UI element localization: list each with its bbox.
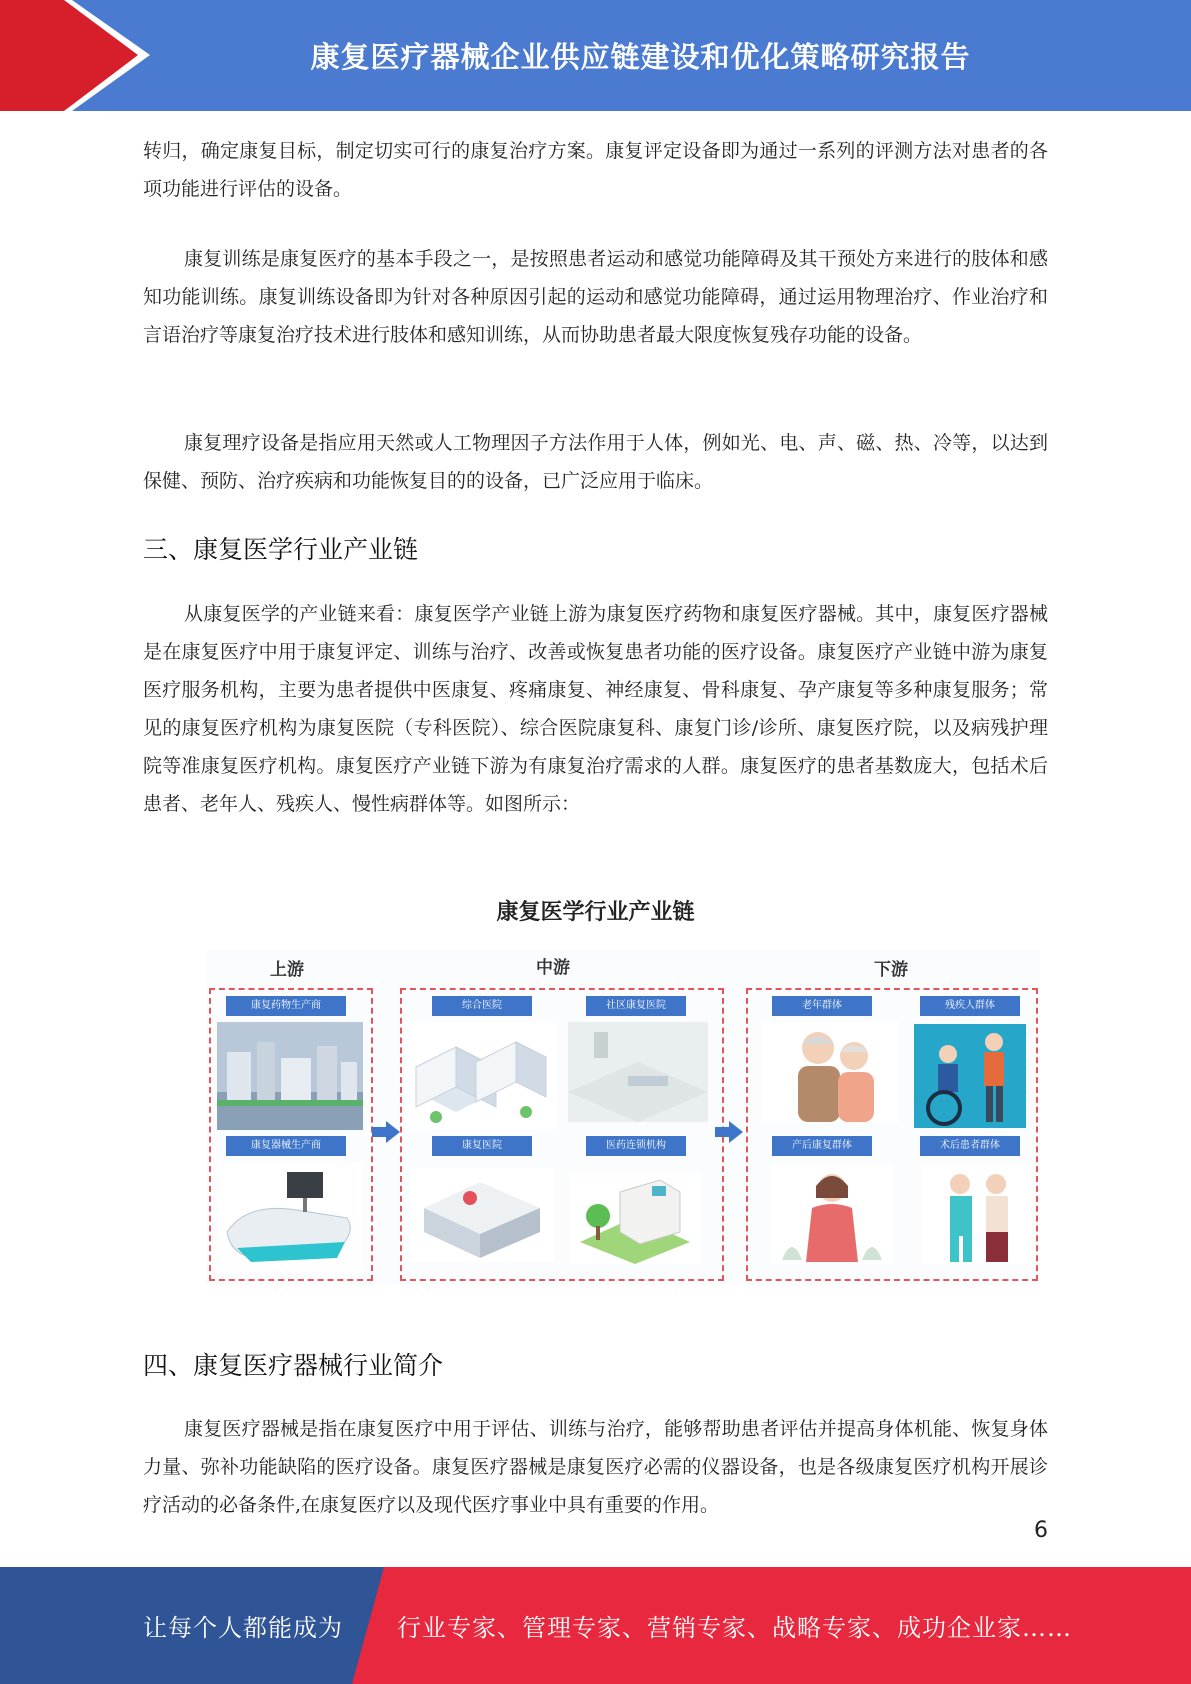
pharma-factory-image: [217, 1022, 363, 1130]
paragraph-rehab-training: 康复训练是康复医疗的基本手段之一，是按照患者运动和感觉功能障碍及其干预处方来进行的肢体和感知功能训练。康复训练设备即为针对各种原因引起的运动和感觉功能障碍，通过运用物理治疗、作业治疗和言语治疗等康复治疗技术进行肢体和感知训练，从而协助患者最大限度恢复残存功能的设备。: [143, 248, 1048, 346]
elderly-couple-image: [762, 1022, 898, 1122]
footer-slogan-right: 行业专家、管理专家、营销专家、战略专家、成功企业家……: [397, 1614, 1072, 1642]
tag-device-manufacturer: 康复器械生产商: [226, 1136, 346, 1156]
postoperative-patients-image: [922, 1164, 1032, 1264]
rehab-hospital-image: [410, 1168, 554, 1262]
general-hospital-image: [406, 1022, 556, 1130]
tag-disabled-group: 残疾人群体: [920, 996, 1020, 1016]
community-rehab-room-image: [568, 1022, 708, 1122]
page-number: 6: [1034, 1518, 1048, 1543]
section-heading-industry-chain: 三、康复医学行业产业链: [143, 535, 419, 564]
page-footer: [0, 1567, 1191, 1684]
tag-community-rehab-hospital: 社区康复医院: [586, 996, 686, 1016]
tag-pharmacy-chain: 医药连锁机构: [586, 1136, 686, 1156]
section-heading-device-intro: 四、康复医疗器械行业简介: [143, 1351, 444, 1380]
pharmacy-chain-image: [570, 1172, 700, 1264]
paragraph-industry-chain: 从康复医学的产业链来看：康复医学产业链上游为康复医疗药物和康复医疗器械。其中，康复医疗器械是在康复医疗中用于康复评定、训练与治疗、改善或恢复患者功能的医疗设备。康复医疗产业链中游为康复医疗服务机构，主要为患者提供中医康复、疼痛康复、神经康复、骨科康复、孕产康复等多种康复服务；常见的康复医疗机构为康复医院（专科医院）、综合医院康复科、康复门诊/诊所、康复医疗院，以及病残护理院等准康复医疗机构。康复医疗产业链下游为有康复治疗需求的人群。康复医疗的患者基数庞大，包括术后患者、老年人、残疾人、慢性病群体等。如图所示：: [143, 603, 1048, 815]
arrow-right-icon: [372, 1121, 400, 1143]
stage-label-upstream: 上游: [270, 960, 304, 980]
stage-label-downstream: 下游: [874, 960, 908, 980]
disabled-people-image: [914, 1024, 1026, 1128]
tag-drug-manufacturer: 康复药物生产商: [226, 996, 346, 1016]
tag-postpartum-group: 产后康复群体: [772, 1136, 872, 1156]
footer-slogan-left: 让每个人都能成为: [143, 1614, 343, 1642]
stage-label-midstream: 中游: [536, 958, 570, 978]
tag-rehab-hospital: 康复医院: [432, 1136, 532, 1156]
header-chevron-decoration: [0, 0, 150, 111]
pregnant-woman-image: [772, 1164, 892, 1264]
figure-title: 康复医学行业产业链: [496, 900, 695, 925]
industry-chain-figure: [206, 950, 1040, 1285]
tag-postoperative-group: 术后患者群体: [920, 1136, 1020, 1156]
page-header: [0, 0, 1191, 111]
paragraph-device-intro: 康复医疗器械是指在康复医疗中用于评估、训练与治疗，能够帮助患者评估并提高身体机能、恢复身体力量、弥补功能缺陷的医疗设备。康复医疗器械是康复医疗必需的仪器设备，也是各级康复医疗机构开展诊疗活动的必备条件,在康复医疗以及现代医疗事业中具有重要的作用。: [143, 1418, 1048, 1516]
page-title: 康复医疗器械企业供应链建设和优化策略研究报告: [310, 40, 971, 74]
arrow-right-icon: [715, 1121, 743, 1143]
tag-general-hospital: 综合医院: [432, 996, 532, 1016]
rehab-device-image: [217, 1162, 363, 1274]
paragraph-rehab-assessment: 转归，确定康复目标，制定切实可行的康复治疗方案。康复评定设备即为通过一系列的评测方法对患者的各项功能进行评估的设备。: [143, 140, 1048, 200]
tag-elderly-group: 老年群体: [772, 996, 872, 1016]
paragraph-rehab-physiotherapy: 康复理疗设备是指应用天然或人工物理因子方法作用于人体，例如光、电、声、磁、热、冷等，以达到保健、预防、治疗疾病和功能恢复目的的设备，已广泛应用于临床。: [143, 432, 1048, 492]
